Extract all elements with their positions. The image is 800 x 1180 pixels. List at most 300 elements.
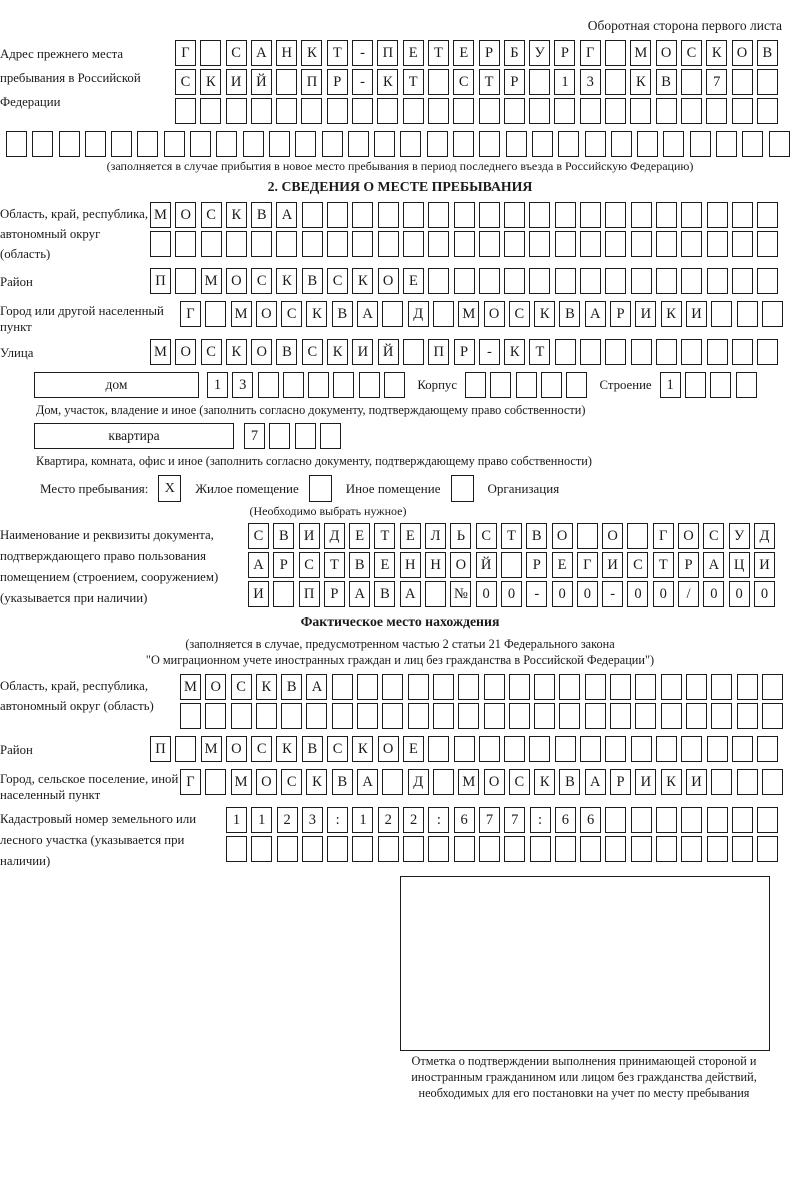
char-cell[interactable]: Т xyxy=(327,40,348,66)
char-cell[interactable] xyxy=(762,769,783,795)
char-row-korpus[interactable] xyxy=(465,372,591,398)
char-cell[interactable]: Т xyxy=(501,523,522,549)
char-cell[interactable] xyxy=(732,807,753,833)
char-cell[interactable]: 2 xyxy=(378,807,399,833)
char-cell[interactable] xyxy=(302,202,323,228)
char-cell[interactable] xyxy=(681,98,702,124)
char-cell[interactable]: 2 xyxy=(277,807,298,833)
char-cell[interactable] xyxy=(308,372,329,398)
char-cell[interactable] xyxy=(681,202,702,228)
char-cell[interactable] xyxy=(631,836,652,862)
char-cell[interactable] xyxy=(378,231,399,257)
char-cell[interactable]: М xyxy=(231,769,252,795)
char-cell[interactable] xyxy=(403,98,424,124)
char-cell[interactable] xyxy=(352,836,373,862)
char-cell[interactable] xyxy=(737,301,758,327)
char-cell[interactable] xyxy=(534,674,555,700)
char-cell[interactable]: М xyxy=(630,40,651,66)
char-cell[interactable] xyxy=(378,836,399,862)
char-cell[interactable]: К xyxy=(276,268,297,294)
char-cell[interactable] xyxy=(707,736,728,762)
char-cell[interactable] xyxy=(454,231,475,257)
char-cell[interactable] xyxy=(757,268,778,294)
char-cell[interactable] xyxy=(509,703,530,729)
char-cell[interactable] xyxy=(276,231,297,257)
char-cell[interactable]: П xyxy=(377,40,398,66)
char-cell[interactable] xyxy=(180,703,201,729)
char-cell[interactable]: О xyxy=(175,202,196,228)
char-cell[interactable] xyxy=(400,131,421,157)
char-cell[interactable]: Й xyxy=(251,69,272,95)
char-cell[interactable]: Р xyxy=(504,69,525,95)
char-cell[interactable]: Т xyxy=(403,69,424,95)
char-row-prev-address-2[interactable] xyxy=(175,69,800,95)
char-cell[interactable]: М xyxy=(201,736,222,762)
char-cell[interactable] xyxy=(635,674,656,700)
char-cell[interactable] xyxy=(479,202,500,228)
char-cell[interactable] xyxy=(605,807,626,833)
char-cell[interactable]: О xyxy=(450,552,471,578)
char-cell[interactable]: К xyxy=(534,301,555,327)
char-cell[interactable]: Е xyxy=(400,523,421,549)
char-row-document-2[interactable] xyxy=(248,552,800,578)
char-cell[interactable] xyxy=(85,131,106,157)
char-cell[interactable]: А xyxy=(248,552,269,578)
char-cell[interactable]: О xyxy=(484,301,505,327)
char-cell[interactable] xyxy=(737,769,758,795)
char-cell[interactable]: В xyxy=(273,523,294,549)
char-cell[interactable]: 6 xyxy=(555,807,576,833)
char-cell[interactable] xyxy=(484,703,505,729)
char-cell[interactable] xyxy=(428,69,449,95)
char-cell[interactable] xyxy=(283,372,304,398)
char-cell[interactable] xyxy=(427,131,448,157)
char-cell[interactable]: Ь xyxy=(450,523,471,549)
char-cell[interactable] xyxy=(716,131,737,157)
char-cell[interactable]: М xyxy=(150,202,171,228)
char-cell[interactable]: У xyxy=(729,523,750,549)
char-cell[interactable]: Р xyxy=(273,552,294,578)
char-cell[interactable] xyxy=(529,202,550,228)
char-cell[interactable] xyxy=(656,98,677,124)
char-cell[interactable] xyxy=(757,231,778,257)
char-cell[interactable] xyxy=(231,703,252,729)
char-cell[interactable]: Г xyxy=(653,523,674,549)
char-cell[interactable] xyxy=(681,268,702,294)
char-cell[interactable]: 3 xyxy=(302,807,323,833)
char-cell[interactable]: П xyxy=(299,581,320,607)
char-cell[interactable] xyxy=(454,202,475,228)
char-cell[interactable]: В xyxy=(302,736,323,762)
char-cell[interactable] xyxy=(453,131,474,157)
char-cell[interactable] xyxy=(506,131,527,157)
char-cell[interactable]: 7 xyxy=(504,807,525,833)
char-cell[interactable] xyxy=(327,98,348,124)
char-cell[interactable]: Н xyxy=(400,552,421,578)
char-cell[interactable]: М xyxy=(150,339,171,365)
char-cell[interactable] xyxy=(479,98,500,124)
char-cell[interactable] xyxy=(490,372,511,398)
char-cell[interactable]: О xyxy=(732,40,753,66)
char-cell[interactable]: 7 xyxy=(244,423,265,449)
char-cell[interactable] xyxy=(504,231,525,257)
char-cell[interactable]: К xyxy=(301,40,322,66)
char-cell[interactable]: В xyxy=(302,268,323,294)
char-cell[interactable] xyxy=(555,202,576,228)
char-cell[interactable] xyxy=(530,836,551,862)
char-cell[interactable] xyxy=(681,836,702,862)
char-cell[interactable]: С xyxy=(248,523,269,549)
char-cell[interactable] xyxy=(580,98,601,124)
char-cell[interactable]: В xyxy=(559,769,580,795)
char-cell[interactable]: М xyxy=(180,674,201,700)
char-row-cadastral-2[interactable] xyxy=(226,836,800,862)
char-cell[interactable] xyxy=(425,581,446,607)
char-cell[interactable] xyxy=(690,131,711,157)
char-cell[interactable] xyxy=(281,703,302,729)
char-cell[interactable] xyxy=(428,836,449,862)
char-cell[interactable] xyxy=(529,268,550,294)
char-cell[interactable]: В xyxy=(526,523,547,549)
char-cell[interactable]: А xyxy=(276,202,297,228)
char-cell[interactable] xyxy=(769,131,790,157)
char-cell[interactable] xyxy=(555,736,576,762)
char-cell[interactable]: Б xyxy=(504,40,525,66)
char-cell[interactable] xyxy=(529,736,550,762)
char-cell[interactable] xyxy=(352,98,373,124)
char-cell[interactable]: П xyxy=(150,736,171,762)
char-cell[interactable] xyxy=(757,836,778,862)
char-cell[interactable] xyxy=(453,98,474,124)
char-row-cadastral-1[interactable] xyxy=(226,807,800,833)
char-cell[interactable]: А xyxy=(357,769,378,795)
char-cell[interactable]: 7 xyxy=(479,807,500,833)
char-cell[interactable]: Е xyxy=(552,552,573,578)
char-cell[interactable]: К xyxy=(352,736,373,762)
char-cell[interactable]: 1 xyxy=(352,807,373,833)
char-cell[interactable] xyxy=(605,98,626,124)
char-cell[interactable] xyxy=(532,131,553,157)
char-cell[interactable] xyxy=(762,301,783,327)
char-row-city2[interactable] xyxy=(180,769,800,795)
char-cell[interactable]: П xyxy=(428,339,449,365)
char-cell[interactable] xyxy=(6,131,27,157)
char-cell[interactable]: 0 xyxy=(501,581,522,607)
char-cell[interactable]: И xyxy=(686,769,707,795)
char-cell[interactable] xyxy=(757,69,778,95)
char-cell[interactable] xyxy=(631,807,652,833)
char-cell[interactable] xyxy=(627,523,648,549)
char-cell[interactable]: - xyxy=(526,581,547,607)
char-row-region-2[interactable] xyxy=(150,231,800,257)
char-cell[interactable] xyxy=(706,98,727,124)
char-cell[interactable] xyxy=(175,231,196,257)
char-cell[interactable] xyxy=(200,40,221,66)
char-cell[interactable] xyxy=(580,736,601,762)
char-cell[interactable] xyxy=(352,231,373,257)
char-cell[interactable] xyxy=(732,268,753,294)
char-cell[interactable]: 6 xyxy=(454,807,475,833)
char-cell[interactable]: К xyxy=(226,339,247,365)
char-cell[interactable] xyxy=(566,372,587,398)
char-cell[interactable] xyxy=(516,372,537,398)
char-cell[interactable] xyxy=(610,703,631,729)
char-cell[interactable] xyxy=(732,736,753,762)
char-cell[interactable]: Д xyxy=(408,301,429,327)
char-cell[interactable] xyxy=(656,268,677,294)
char-cell[interactable] xyxy=(205,703,226,729)
char-cell[interactable] xyxy=(736,372,757,398)
char-cell[interactable] xyxy=(558,131,579,157)
char-cell[interactable]: А xyxy=(349,581,370,607)
char-cell[interactable]: В xyxy=(559,301,580,327)
char-cell[interactable]: О xyxy=(602,523,623,549)
char-cell[interactable]: С xyxy=(453,69,474,95)
char-row-district2[interactable] xyxy=(150,736,800,762)
char-cell[interactable] xyxy=(555,836,576,862)
char-cell[interactable] xyxy=(359,372,380,398)
char-cell[interactable] xyxy=(681,339,702,365)
char-cell[interactable]: А xyxy=(306,674,327,700)
char-cell[interactable]: С xyxy=(509,769,530,795)
char-cell[interactable] xyxy=(555,339,576,365)
char-cell[interactable]: С xyxy=(281,769,302,795)
char-cell[interactable] xyxy=(428,268,449,294)
char-cell[interactable] xyxy=(732,98,753,124)
char-cell[interactable]: 3 xyxy=(580,69,601,95)
char-cell[interactable]: - xyxy=(352,40,373,66)
char-cell[interactable]: 1 xyxy=(251,807,272,833)
char-cell[interactable]: П xyxy=(150,268,171,294)
char-cell[interactable] xyxy=(685,372,706,398)
char-cell[interactable]: С xyxy=(231,674,252,700)
char-cell[interactable] xyxy=(352,202,373,228)
char-cell[interactable] xyxy=(258,372,279,398)
char-cell[interactable]: О xyxy=(205,674,226,700)
char-cell[interactable]: К xyxy=(327,339,348,365)
char-cell[interactable] xyxy=(59,131,80,157)
char-cell[interactable]: К xyxy=(534,769,555,795)
char-cell[interactable] xyxy=(433,703,454,729)
char-cell[interactable]: С xyxy=(681,40,702,66)
char-cell[interactable] xyxy=(707,836,728,862)
char-cell[interactable] xyxy=(357,674,378,700)
char-cell[interactable] xyxy=(504,268,525,294)
char-cell[interactable]: К xyxy=(661,301,682,327)
char-cell[interactable] xyxy=(226,231,247,257)
char-cell[interactable] xyxy=(732,202,753,228)
char-cell[interactable] xyxy=(403,339,424,365)
char-cell[interactable]: № xyxy=(450,581,471,607)
char-cell[interactable]: К xyxy=(706,40,727,66)
char-cell[interactable] xyxy=(479,231,500,257)
char-cell[interactable] xyxy=(732,836,753,862)
char-cell[interactable]: Р xyxy=(678,552,699,578)
char-cell[interactable] xyxy=(433,769,454,795)
char-cell[interactable] xyxy=(605,339,626,365)
char-cell[interactable]: А xyxy=(357,301,378,327)
char-cell[interactable] xyxy=(656,339,677,365)
char-cell[interactable]: С xyxy=(201,202,222,228)
char-cell[interactable]: 0 xyxy=(653,581,674,607)
char-cell[interactable]: К xyxy=(306,301,327,327)
char-cell[interactable] xyxy=(656,736,677,762)
char-cell[interactable]: 0 xyxy=(703,581,724,607)
char-cell[interactable] xyxy=(707,339,728,365)
char-cell[interactable]: Р xyxy=(327,69,348,95)
char-cell[interactable]: В xyxy=(251,202,272,228)
char-cell[interactable]: Г xyxy=(180,301,201,327)
char-cell[interactable] xyxy=(408,674,429,700)
char-cell[interactable]: 2 xyxy=(403,807,424,833)
char-cell[interactable] xyxy=(433,301,454,327)
char-cell[interactable] xyxy=(656,807,677,833)
char-cell[interactable]: К xyxy=(504,339,525,365)
char-cell[interactable] xyxy=(605,69,626,95)
char-cell[interactable] xyxy=(374,131,395,157)
char-cell[interactable] xyxy=(205,769,226,795)
char-cell[interactable] xyxy=(762,703,783,729)
char-cell[interactable] xyxy=(630,98,651,124)
char-cell[interactable]: К xyxy=(306,769,327,795)
char-cell[interactable] xyxy=(479,131,500,157)
char-cell[interactable]: В xyxy=(332,769,353,795)
char-cell[interactable] xyxy=(327,231,348,257)
char-row-region2-2[interactable] xyxy=(180,703,800,729)
char-cell[interactable]: Й xyxy=(378,339,399,365)
char-cell[interactable]: О xyxy=(226,268,247,294)
char-cell[interactable] xyxy=(378,202,399,228)
char-cell[interactable] xyxy=(529,98,550,124)
char-cell[interactable] xyxy=(504,202,525,228)
char-cell[interactable] xyxy=(737,674,758,700)
char-cell[interactable] xyxy=(190,131,211,157)
char-cell[interactable]: С xyxy=(327,268,348,294)
char-cell[interactable] xyxy=(504,736,525,762)
char-cell[interactable] xyxy=(757,736,778,762)
char-cell[interactable] xyxy=(577,523,598,549)
char-cell[interactable] xyxy=(348,131,369,157)
char-cell[interactable] xyxy=(243,131,264,157)
char-cell[interactable] xyxy=(428,231,449,257)
char-cell[interactable] xyxy=(403,231,424,257)
char-cell[interactable] xyxy=(454,736,475,762)
char-cell[interactable]: О xyxy=(378,736,399,762)
checkbox-dwelling[interactable]: X xyxy=(158,475,181,502)
char-cell[interactable] xyxy=(656,836,677,862)
char-cell[interactable]: К xyxy=(377,69,398,95)
char-cell[interactable]: Р xyxy=(324,581,345,607)
char-cell[interactable]: С xyxy=(251,736,272,762)
char-row-document-1[interactable] xyxy=(248,523,800,549)
char-cell[interactable] xyxy=(605,202,626,228)
char-cell[interactable] xyxy=(408,703,429,729)
char-cell[interactable]: Г xyxy=(577,552,598,578)
char-cell[interactable] xyxy=(580,231,601,257)
char-cell[interactable] xyxy=(605,268,626,294)
char-cell[interactable]: К xyxy=(226,202,247,228)
char-cell[interactable] xyxy=(458,674,479,700)
char-cell[interactable]: Д xyxy=(324,523,345,549)
char-cell[interactable] xyxy=(711,674,732,700)
char-cell[interactable] xyxy=(273,581,294,607)
char-cell[interactable]: Т xyxy=(374,523,395,549)
char-cell[interactable] xyxy=(428,98,449,124)
char-cell[interactable] xyxy=(711,769,732,795)
char-cell[interactable]: 0 xyxy=(754,581,775,607)
char-cell[interactable]: Т xyxy=(324,552,345,578)
char-cell[interactable]: 0 xyxy=(577,581,598,607)
char-cell[interactable] xyxy=(605,231,626,257)
char-cell[interactable]: О xyxy=(226,736,247,762)
char-cell[interactable] xyxy=(681,736,702,762)
char-cell[interactable]: Р xyxy=(454,339,475,365)
char-cell[interactable]: М xyxy=(458,769,479,795)
char-cell[interactable] xyxy=(403,202,424,228)
char-cell[interactable] xyxy=(201,231,222,257)
char-cell[interactable] xyxy=(295,131,316,157)
char-cell[interactable]: 1 xyxy=(660,372,681,398)
char-cell[interactable]: И xyxy=(248,581,269,607)
char-cell[interactable] xyxy=(559,703,580,729)
char-cell[interactable] xyxy=(534,703,555,729)
char-cell[interactable]: Г xyxy=(580,40,601,66)
char-cell[interactable]: 1 xyxy=(207,372,228,398)
char-cell[interactable] xyxy=(757,807,778,833)
char-cell[interactable]: К xyxy=(276,736,297,762)
char-cell[interactable] xyxy=(465,372,486,398)
char-cell[interactable]: Р xyxy=(554,40,575,66)
char-cell[interactable] xyxy=(403,836,424,862)
char-cell[interactable] xyxy=(529,69,550,95)
char-cell[interactable] xyxy=(484,674,505,700)
char-cell[interactable]: - xyxy=(602,581,623,607)
char-cell[interactable] xyxy=(302,836,323,862)
char-cell[interactable]: Е xyxy=(374,552,395,578)
char-cell[interactable] xyxy=(681,69,702,95)
char-cell[interactable] xyxy=(382,674,403,700)
char-cell[interactable]: Д xyxy=(754,523,775,549)
char-cell[interactable]: 1 xyxy=(226,807,247,833)
char-cell[interactable]: С xyxy=(703,523,724,549)
char-cell[interactable] xyxy=(541,372,562,398)
char-cell[interactable] xyxy=(580,202,601,228)
char-cell[interactable]: Ц xyxy=(729,552,750,578)
char-cell[interactable] xyxy=(631,231,652,257)
char-cell[interactable] xyxy=(737,703,758,729)
char-cell[interactable] xyxy=(332,674,353,700)
char-cell[interactable]: С xyxy=(281,301,302,327)
char-cell[interactable] xyxy=(454,836,475,862)
char-cell[interactable]: С xyxy=(327,736,348,762)
char-cell[interactable] xyxy=(504,98,525,124)
char-cell[interactable] xyxy=(580,339,601,365)
char-cell[interactable]: 0 xyxy=(552,581,573,607)
char-cell[interactable] xyxy=(711,703,732,729)
char-cell[interactable] xyxy=(585,131,606,157)
char-cell[interactable] xyxy=(707,202,728,228)
char-cell[interactable]: О xyxy=(552,523,573,549)
char-cell[interactable] xyxy=(762,674,783,700)
char-cell[interactable]: 0 xyxy=(729,581,750,607)
char-cell[interactable] xyxy=(454,268,475,294)
char-cell[interactable] xyxy=(295,423,316,449)
char-cell[interactable] xyxy=(382,769,403,795)
char-cell[interactable] xyxy=(269,131,290,157)
char-cell[interactable] xyxy=(277,836,298,862)
char-cell[interactable]: Е xyxy=(403,268,424,294)
char-cell[interactable] xyxy=(585,674,606,700)
